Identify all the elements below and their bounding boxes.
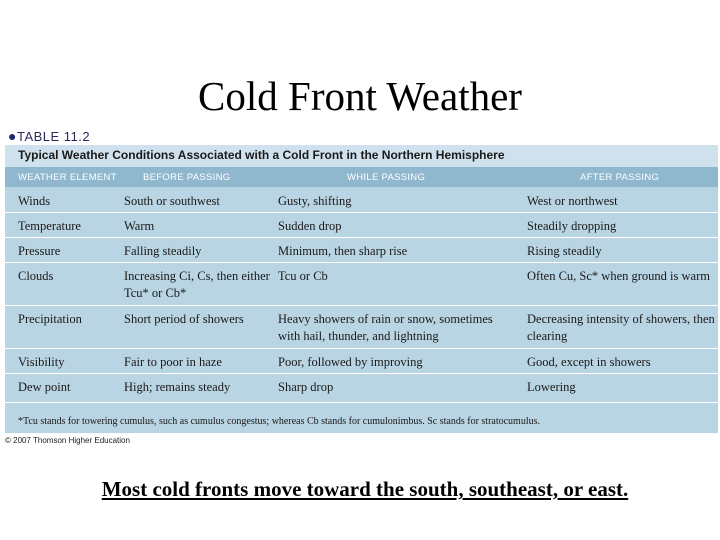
cell-after: West or northwest: [527, 194, 618, 208]
row-divider: [5, 402, 718, 403]
cell-element: Temperature: [18, 219, 81, 233]
cell-after: Decreasing intensity of showers, then clearing: [527, 312, 715, 343]
table-footnote: *Tcu stands for towering cumulus, such as cumulus congestus; whereas Cb stands for cumulonimbus. Sc stands for stratocumulus.: [18, 416, 541, 427]
row-divider: [5, 262, 718, 263]
cell-after: Lowering: [527, 380, 576, 394]
row-divider: [5, 348, 718, 349]
header-after-passing: AFTER PASSING: [580, 172, 660, 183]
cell-after: Often Cu, Sc* when ground is warm: [527, 269, 710, 283]
cell-while: Tcu or Cb: [278, 269, 328, 283]
copyright-notice: © 2007 Thomson Higher Education: [5, 436, 130, 445]
slide-title: Cold Front Weather: [198, 73, 522, 119]
row-divider: [5, 237, 718, 238]
table-label: [8, 128, 90, 144]
bottom-statement: Most cold fronts move toward the south, southeast, or east.: [101, 477, 629, 501]
cell-element: Visibility: [18, 355, 65, 369]
header-while-passing: WHILE PASSING: [347, 172, 426, 183]
cell-before: High; remains steady: [124, 380, 231, 394]
cell-element: Precipitation: [18, 312, 82, 326]
cell-after: Rising steadily: [527, 244, 602, 258]
cell-after: Steadily dropping: [527, 219, 617, 233]
weather-table: [5, 145, 718, 433]
cell-before: Increasing Ci, Cs, then either Tcu* or Cb*: [124, 269, 270, 300]
bullet-icon: ●: [8, 128, 17, 144]
cell-after: Good, except in showers: [527, 355, 651, 369]
cell-before: Warm: [124, 219, 155, 233]
row-divider: [5, 373, 718, 374]
header-weather-element: WEATHER ELEMENT: [18, 172, 117, 183]
cell-element: Winds: [18, 194, 51, 208]
cell-element: Pressure: [18, 244, 61, 258]
cell-element: Dew point: [18, 380, 71, 394]
row-divider: [5, 212, 718, 213]
cell-before: South or southwest: [124, 194, 220, 208]
cell-while: Sharp drop: [278, 380, 334, 394]
cell-while: Sudden drop: [278, 219, 342, 233]
cell-before: Short period of showers: [124, 312, 244, 326]
row-divider: [5, 305, 718, 306]
header-before-passing: BEFORE PASSING: [143, 172, 231, 183]
cell-while: Heavy showers of rain or snow, sometimes with hail, thunder, and lightning: [278, 312, 493, 343]
cell-while: Minimum, then sharp rise: [278, 244, 408, 258]
cell-element: Clouds: [18, 269, 54, 283]
table-number: TABLE 11.2: [16, 129, 91, 144]
cell-before: Falling steadily: [124, 244, 202, 258]
cell-while: Poor, followed by improving: [278, 355, 423, 369]
cell-before: Fair to poor in haze: [124, 355, 222, 369]
table-caption: Typical Weather Conditions Associated with a Cold Front in the Northern Hemisphere: [18, 148, 505, 162]
cell-while: Gusty, shifting: [278, 194, 352, 208]
